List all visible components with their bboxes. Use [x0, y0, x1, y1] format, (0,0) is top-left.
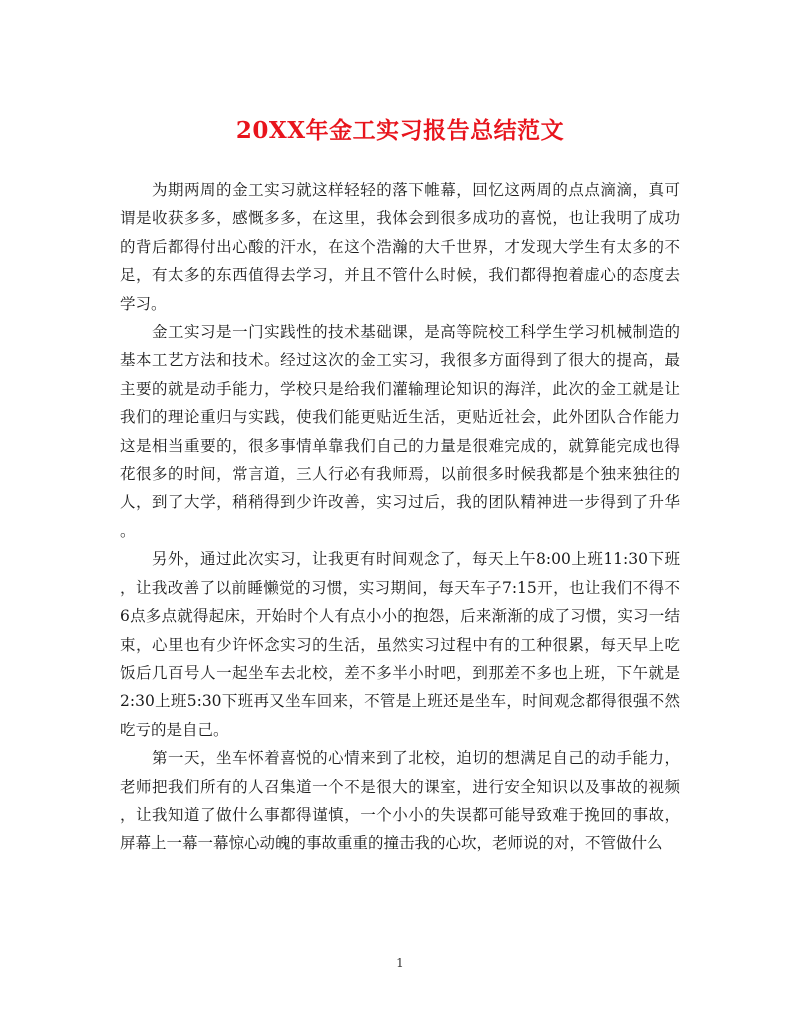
- paragraph-line: 6点多点就得起床，开始时个人有点小小的抱怨，后来渐渐的成了习惯，实习一结: [120, 607, 680, 626]
- paragraph-line: 。: [120, 521, 136, 540]
- paragraph-line: 人，到了大学，稍稍得到少许改善，实习过后，我的团队精神进一步得到了升华: [120, 493, 680, 512]
- paragraph-line: 饭后几百号人一起坐车去北校，差不多半小时吧，到那差不多也上班，下午就是: [120, 663, 680, 682]
- paragraph-line: 谓是收获多多，感慨多多，在这里，我体会到很多成功的喜悦，也让我明了成功: [120, 209, 680, 228]
- paragraph-line: ，让我知道了做什么事都得谨慎，一个小小的失误都可能导致难于挽回的事故，: [120, 805, 680, 824]
- paragraph-line: 这是相当重要的，很多事情单靠我们自己的力量是很难完成的，就算能完成也得: [120, 436, 680, 455]
- paragraph-line: 学习。: [120, 294, 167, 313]
- paragraph-line: 的背后都得付出心酸的汗水，在这个浩瀚的大千世界，才发现大学生有太多的不: [120, 237, 680, 256]
- document-title: 20XX年金工实习报告总结范文: [235, 117, 565, 144]
- paragraph: [120, 545, 680, 744]
- paragraph-line: 另外，通过此次实习，让我更有时间观念了，每天上午8:00上班11:30下班: [152, 550, 680, 569]
- paragraph-line: 2:30上班5:30下班再又坐车回来，不管是上班还是坐车，时间观念都得很强不然: [120, 692, 680, 711]
- paragraph: [120, 318, 680, 545]
- paragraph-line: 为期两周的金工实习就这样轻轻的落下帷幕，回忆这两周的点点滴滴，真可: [152, 181, 680, 199]
- page-number: 1: [396, 956, 404, 970]
- paragraph: [120, 744, 680, 858]
- paragraph-line: 老师把我们所有的人召集道一个不是很大的课室，进行安全知识以及事故的视频: [120, 777, 680, 796]
- paragraph-line: ，让我改善了以前睡懒觉的习惯，实习期间，每天车子7:15开，也让我们不得不: [120, 578, 680, 597]
- paragraph-line: 足，有太多的东西值得去学习，并且不管什么时候，我们都得抱着虚心的态度去: [120, 266, 680, 285]
- paragraph-line: 花很多的时间，常言道，三人行必有我师焉，以前很多时候我都是个独来独往的: [120, 465, 680, 484]
- paragraph-line: 金工实习是一门实践性的技术基础课，是高等院校工科学生学习机械制造的: [152, 323, 680, 342]
- paragraph: [120, 176, 680, 318]
- document-body: [120, 176, 680, 858]
- paragraph-line: 吃亏的是自己。: [120, 720, 229, 739]
- paragraph-line: 基本工艺方法和技术。经过这次的金工实习，我很多方面得到了很大的提高，最: [120, 351, 680, 370]
- paragraph-line: 束，心里也有少许怀念实习的生活，虽然实习过程中有的工种很累，每天早上吃: [120, 635, 680, 654]
- paragraph-line: 第一天，坐车怀着喜悦的心情来到了北校，迫切的想满足自己的动手能力，: [152, 749, 680, 768]
- paragraph-line: 我们的理论重归与实践，使我们能更贴近生活，更贴近社会，此外团队合作能力: [120, 408, 680, 427]
- paragraph-line: 主要的就是动手能力，学校只是给我们灌输理论知识的海洋，此次的金工就是让: [120, 379, 680, 398]
- paragraph-line: 屏幕上一幕一幕惊心动魄的事故重重的撞击我的心坎，老师说的对，不管做什么: [120, 834, 663, 853]
